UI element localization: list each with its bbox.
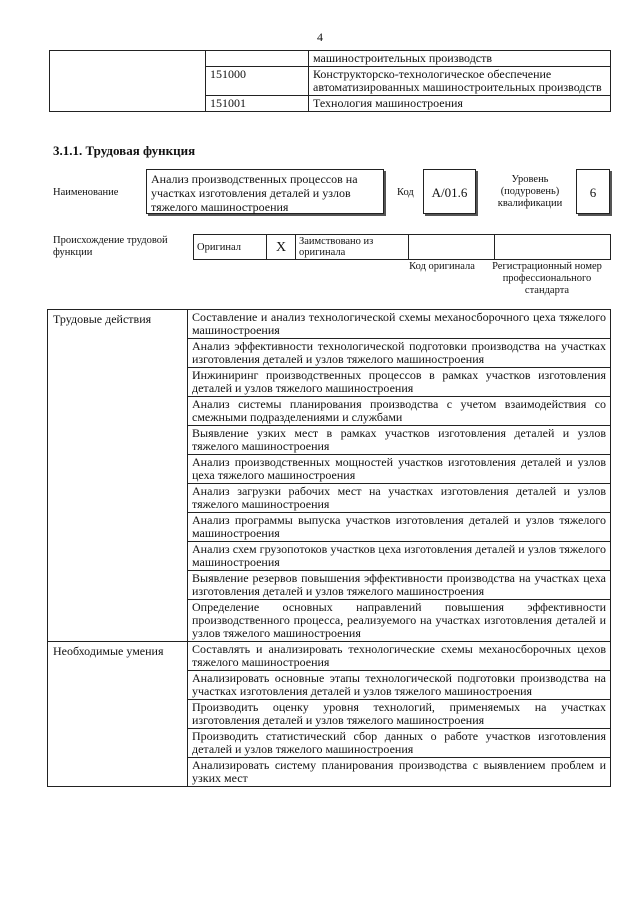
borrowed-label: Заимствовано из оригинала [296,235,409,260]
item-cell: Анализ системы планирования производства с учетом взаимодействия со смежными подразделениями и службами [188,397,611,426]
item-cell: Анализировать основные этапы технологической подготовки производства на участках изготовления деталей и узлов тяжелого машиностроения [188,671,611,700]
specialty-codes-table [49,50,611,112]
item-cell: Определение основных направлений повышения эффективности производственного процесса, реализуемого на участках изготовления деталей и узлов тяжелого машиностроения [188,600,611,642]
code-cell [206,51,309,67]
code-caption: Код оригинала [409,261,475,272]
table-row [48,642,611,671]
origin-row [193,234,611,259]
level-box: 6 [576,169,610,214]
code-label: Код [397,187,414,198]
item-cell: Составление и анализ технологической схемы механосборочного цеха тяжелого машиностроения [188,310,611,339]
item-cell: Анализировать систему планирования производства с выявлением проблем и узких мест [188,758,611,787]
function-code-box: A/01.6 [423,169,476,214]
code-cell: 151000 [206,67,309,96]
original-label: Оригинал [194,235,267,260]
name-label: Наименование [53,187,119,198]
item-cell: Производить оценку уровня технологий, применяемых на участках изготовления деталей и узлов тяжелого машиностроения [188,700,611,729]
original-mark: X [267,235,296,260]
item-cell: Выявление узких мест в рамках участков изготовления деталей и узлов тяжелого машиностроения [188,426,611,455]
function-details-table [47,309,611,787]
text-cell: Конструкторско-технологическое обеспечение автоматизированных машиностроительных производств [309,67,611,96]
code-cell: 151001 [206,96,309,112]
item-cell: Анализ схем грузопотоков участков цеха изготовления деталей и узлов тяжелого машиностроения [188,542,611,571]
category-cell: Трудовые действия [48,310,188,642]
item-cell: Анализ программы выпуска участков изготовления деталей и узлов тяжелого машиностроения [188,513,611,542]
table-row [48,310,611,339]
reg-number-cell [495,235,611,260]
table-row [50,51,611,67]
original-code-cell [409,235,495,260]
item-cell: Анализ эффективности технологической подготовки производства на участках изготовления деталей и узлов тяжелого машиностроения [188,339,611,368]
origin-label: Происхождение трудовой функции [53,235,168,258]
text-cell: Технология машиностроения [309,96,611,112]
empty-cell [50,51,206,112]
reg-caption: Регистрационный номер профессионального стандарта [492,261,602,296]
item-cell: Производить статистический сбор данных о работе участков изготовления деталей и узлов тяжелого машиностроения [188,729,611,758]
category-cell: Необходимые умения [48,642,188,787]
item-cell: Анализ загрузки рабочих мест на участках изготовления деталей и узлов тяжелого машиностроения [188,484,611,513]
page-number: 4 [317,30,323,44]
item-cell: Инжиниринг производственных процессов в рамках участков изготовления деталей и узлов тяжелого машиностроения [188,368,611,397]
item-cell: Анализ производственных мощностей участков изготовления деталей и узлов цеха тяжелого машиностроения [188,455,611,484]
function-name-box: Анализ производственных процессов на участках изготовления деталей и узлов тяжелого машиностроения [146,169,384,214]
item-cell: Составлять и анализировать технологические схемы механосборочных цехов тяжелого машиностроения [188,642,611,671]
text-cell: машиностроительных производств [309,51,611,67]
item-cell: Выявление резервов повышения эффективности производства на участках цеха изготовления деталей и узлов тяжелого машиностроения [188,571,611,600]
section-title: 3.1.1. Трудовая функция [53,143,196,158]
level-label: Уровень (подуровень) квалификации [497,174,563,209]
